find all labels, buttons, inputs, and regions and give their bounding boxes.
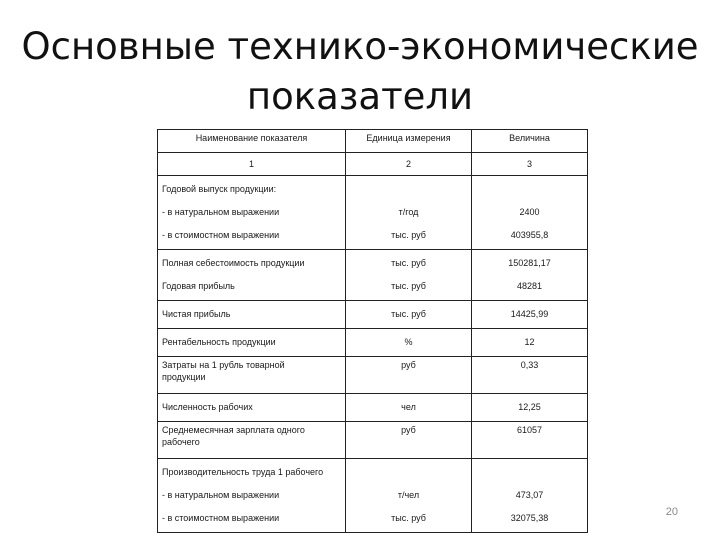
indicator-name-cell <box>158 301 346 329</box>
unit-cell <box>346 329 472 357</box>
value: 61057 <box>516 425 543 435</box>
unit-cell <box>346 459 472 533</box>
value-cell <box>472 250 588 301</box>
table-row <box>158 176 588 250</box>
indicator-name: Среднемесячная зарплата одного рабочего <box>162 425 305 447</box>
table-header-row <box>158 130 588 153</box>
page-number: 20 <box>665 506 678 518</box>
header-indicator-name: Наименование показателя <box>158 130 346 153</box>
column-number-row <box>158 153 588 176</box>
unit-cell <box>346 250 472 301</box>
unit-cell <box>346 176 472 250</box>
value-cell <box>472 176 588 250</box>
unit: т/чел <box>397 490 420 500</box>
indicator-name-cell <box>158 459 346 533</box>
value: 12 <box>524 337 535 347</box>
indicator-name: - в натуральном выражении <box>162 490 280 500</box>
unit: т/год <box>398 207 419 217</box>
indicator-name: Годовой выпуск продукции: <box>162 184 277 194</box>
value-cell <box>472 357 588 394</box>
indicator-name-cell <box>158 250 346 301</box>
unit <box>350 461 467 484</box>
table-row <box>158 357 588 394</box>
slide-title <box>0 22 720 122</box>
indicator-name: Чистая прибыль <box>162 309 231 319</box>
unit: тыс. руб <box>391 258 426 268</box>
indicator-name: - в стоимостном выражении <box>162 230 280 240</box>
slide-title-line-1: Основные технико-экономические <box>21 25 699 68</box>
unit: тыс. руб <box>391 513 426 523</box>
value-cell <box>472 459 588 533</box>
value-cell <box>472 394 588 422</box>
value <box>476 461 583 484</box>
unit <box>350 178 467 201</box>
indicator-name: Рентабельность продукции <box>162 337 276 347</box>
indicator-name: Численность рабочих <box>162 402 253 412</box>
unit: руб <box>401 360 416 370</box>
unit: руб <box>401 425 416 435</box>
indicator-name-cell <box>158 357 346 394</box>
header-unit: Единица измерения <box>346 130 472 153</box>
indicator-name: Затраты на 1 рубль товарной продукции <box>162 360 285 382</box>
indicator-name-cell <box>158 422 346 459</box>
value: 32075,38 <box>510 513 549 523</box>
column-number: 3 <box>472 153 588 176</box>
value-cell <box>472 301 588 329</box>
table-row <box>158 422 588 459</box>
unit: % <box>404 337 413 347</box>
slide-title-line-2: показатели <box>246 75 474 118</box>
unit-cell <box>346 301 472 329</box>
column-number: 2 <box>346 153 472 176</box>
unit: тыс. руб <box>391 309 426 319</box>
value: 403955,8 <box>510 230 549 240</box>
value: 150281,17 <box>508 258 551 268</box>
indicators-table <box>157 129 588 533</box>
indicator-name: - в натуральном выражении <box>162 207 280 217</box>
unit-cell <box>346 394 472 422</box>
unit-cell <box>346 357 472 394</box>
value: 12,25 <box>518 402 541 412</box>
unit: тыс. руб <box>391 281 426 291</box>
value <box>476 178 583 201</box>
indicator-name-cell <box>158 176 346 250</box>
unit: чел <box>401 402 416 412</box>
indicator-name: Производительность труда 1 рабочего <box>162 467 324 477</box>
value: 0,33 <box>520 360 539 370</box>
indicator-name-cell <box>158 394 346 422</box>
unit-cell <box>346 422 472 459</box>
value-cell <box>472 329 588 357</box>
header-value: Величина <box>472 130 588 153</box>
column-number: 1 <box>158 153 346 176</box>
table-row <box>158 250 588 301</box>
indicator-name: - в стоимостном выражении <box>162 513 280 523</box>
table-row <box>158 301 588 329</box>
value: 473,07 <box>515 490 544 500</box>
table-row <box>158 459 588 533</box>
unit: тыс. руб <box>391 230 426 240</box>
value-cell <box>472 422 588 459</box>
indicator-name: Годовая прибыль <box>162 281 235 291</box>
table-row <box>158 329 588 357</box>
value: 2400 <box>519 207 540 217</box>
indicator-name: Полная себестоимость продукции <box>162 258 305 268</box>
table-row <box>158 394 588 422</box>
indicator-name-cell <box>158 329 346 357</box>
value: 48281 <box>516 281 543 291</box>
value: 14425,99 <box>510 309 549 319</box>
